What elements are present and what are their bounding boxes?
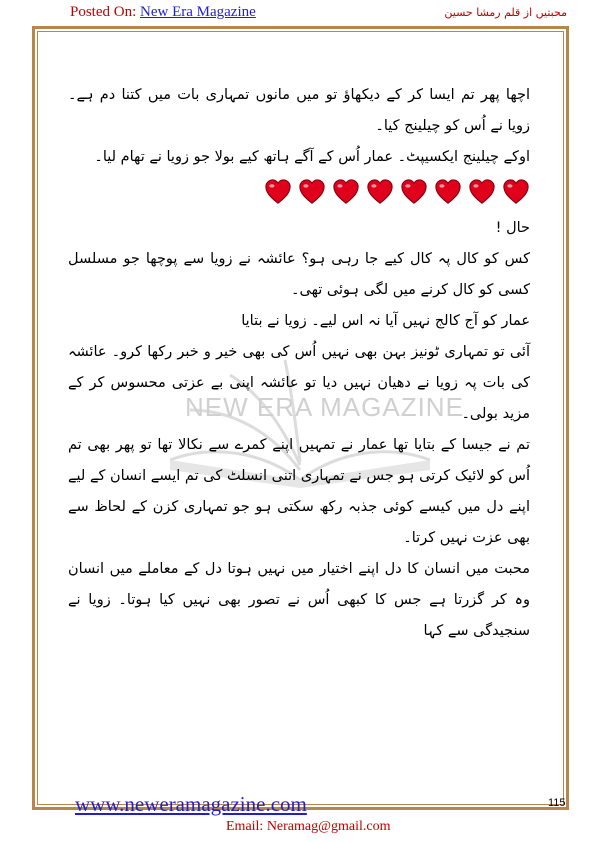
- author-line: محبتیں از قلم رمشا حسین: [444, 6, 567, 19]
- heart-icon: [264, 179, 292, 205]
- heart-icon: [332, 179, 360, 205]
- heart-icon: [434, 179, 462, 205]
- paragraph: آئی تو تمہاری ٹونیز بہن بھی نہیں اُس کی بھی خیر و خبر رکھا کرو۔ عائشہ کی بات پہ زویا نے دھیان نہیں دیا تو عائشہ اپنی بے عزتی محسوس کر کے مزید بولی۔: [68, 344, 530, 422]
- paragraph: اچھا پھر تم ایسا کر کے دیکھاؤ تو میں مانوں تمہاری بات میں کتنا دم ہے۔ زویا نے اُس کو چیلینج کیا۔: [68, 87, 530, 134]
- heart-icon: [502, 179, 530, 205]
- website-link[interactable]: www.neweramagazine.com: [75, 792, 307, 816]
- paragraph: کس کو کال پہ کال کیے جا رہی ہو؟ عائشہ نے زویا سے پوچھا جو مسلسل کسی کو کال کرنے میں لگی ہوئی تھی۔: [68, 251, 530, 298]
- heart-icon: [366, 179, 394, 205]
- paragraph: محبت میں انسان کا دل اپنے اختیار میں نہیں ہوتا دل کے معاملے میں انسان وہ کر گزرتا ہے جس کا کبھی اُس نے تصور بھی نہیں کیا ہوتا۔ زویا نے سنجیدگی سے کہا: [68, 561, 530, 639]
- paragraph: عمار کو آج کالج نہیں آیا نہ اس لیے۔ زویا نے بتایا: [241, 313, 530, 329]
- posted-on-label: Posted On:: [70, 4, 137, 20]
- watermark-text: NEW ERA MAGAZINE: [185, 392, 464, 422]
- paragraph: حال !: [495, 220, 530, 236]
- heart-icon: [400, 179, 428, 205]
- hearts-divider: [68, 179, 530, 209]
- heart-icon: [298, 179, 326, 205]
- paragraph: تم نے جیسا کے بتایا تھا عمار نے تمہیں اپنے کمرے سے نکالا تھا تو پھر بھی تم اُس کو لائیک کرتی ہو جس نے تمہاری اتنی انسلٹ کی تم ایسے انسان کے لیے اپنے دل میں کیسے کوئی جذبہ رکھ سکتی ہو جو تمہاری کزن کے لحاظ سے بھی عزت نہیں کرتا۔: [68, 437, 530, 546]
- magazine-link[interactable]: New Era Magazine: [140, 4, 256, 20]
- email-contact: Email: Neramag@gmail.com: [226, 819, 391, 834]
- story-content: [68, 80, 530, 647]
- paragraph: اوکے چیلینج ایکسیپٹ۔ عمار اُس کے آگے ہاتھ کیے بولا جو زویا نے تھام لیا۔: [94, 149, 530, 165]
- page-number: 115: [548, 797, 566, 809]
- heart-icon: [468, 179, 496, 205]
- posted-on-header: [70, 4, 256, 21]
